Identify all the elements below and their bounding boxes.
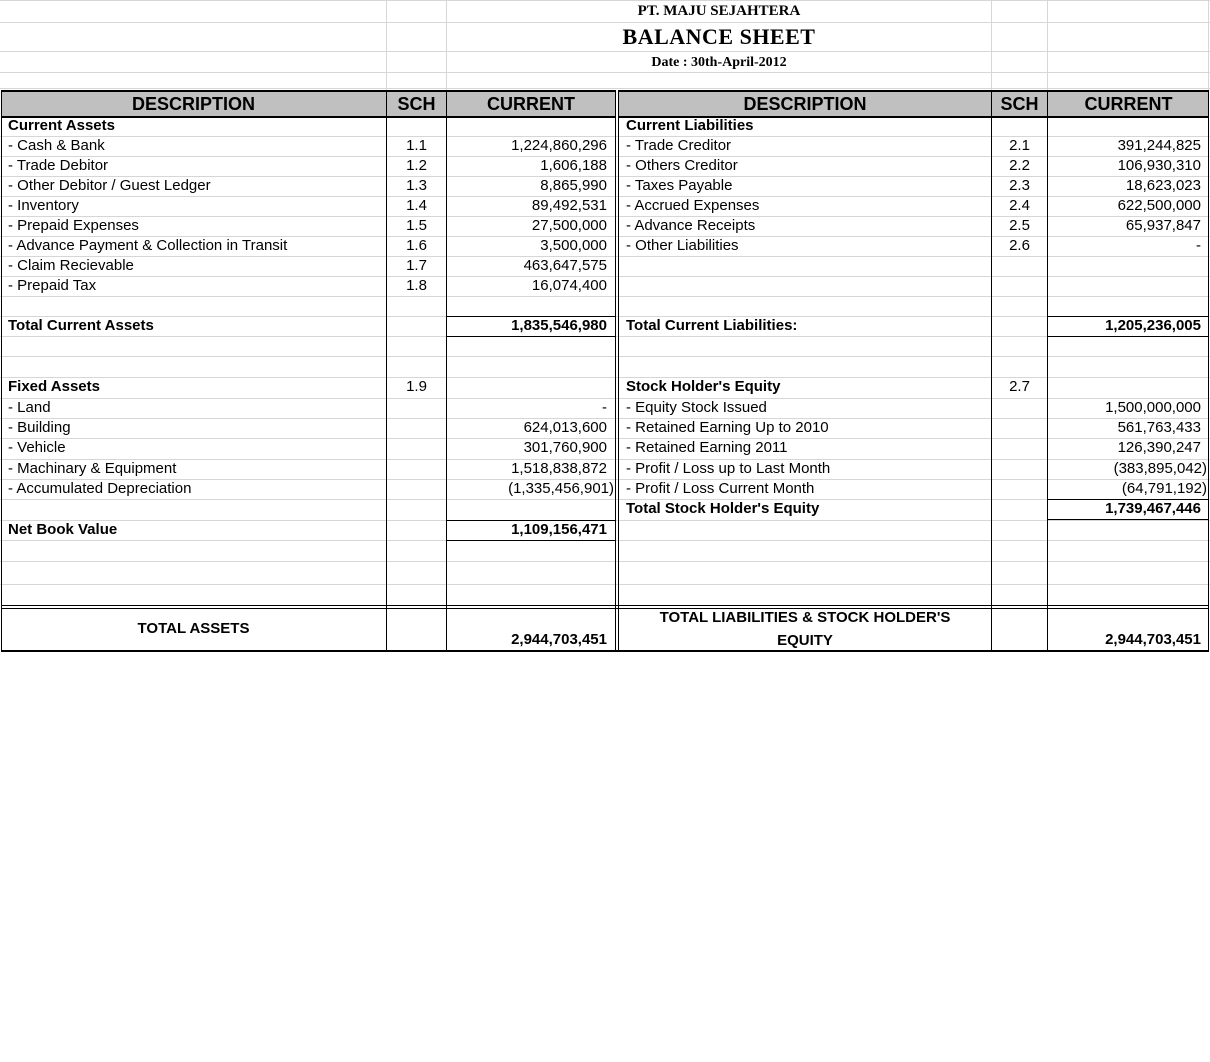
liability-item-value: - xyxy=(1196,237,1201,254)
asset-item-desc: - Inventory xyxy=(8,197,79,214)
asset-item-desc: - Trade Debitor xyxy=(8,157,109,174)
asset-item-value: 1,224,860,296 xyxy=(511,137,607,154)
col-header-sch-right: SCH xyxy=(992,90,1047,118)
asset-item-sch: 1.6 xyxy=(406,237,427,254)
total-current-assets-label: Total Current Assets xyxy=(8,317,154,334)
asset-item-value: 1,606,188 xyxy=(540,157,607,174)
liability-item-value: 18,623,023 xyxy=(1125,177,1201,194)
liability-item-sch: 2.4 xyxy=(1009,197,1030,214)
asset-item-value: 8,865,990 xyxy=(540,177,607,194)
fixed-item-value: 301,760,900 xyxy=(523,439,607,456)
asset-item-desc: - Other Debitor / Guest Ledger xyxy=(8,177,211,194)
asset-item-value: 463,647,575 xyxy=(523,257,607,274)
liability-item-value: 391,244,825 xyxy=(1117,137,1201,154)
net-book-value: 1,109,156,471 xyxy=(511,521,607,538)
total-liabilities-label-line2: EQUITY xyxy=(777,632,833,649)
equity-item-desc: - Profit / Loss Current Month xyxy=(626,480,815,497)
equity-item-value: 561,763,433 xyxy=(1117,419,1201,436)
asset-item-value: 16,074,400 xyxy=(531,277,607,294)
col-header-current-left: CURRENT xyxy=(447,90,615,118)
asset-item-value: 3,500,000 xyxy=(540,237,607,254)
report-date: Date : 30th-April-2012 xyxy=(651,55,787,70)
liability-item-desc: - Trade Creditor xyxy=(626,137,732,154)
col-header-description-right: DESCRIPTION xyxy=(619,90,991,118)
total-equity-label: Total Stock Holder's Equity xyxy=(626,500,820,517)
asset-item-value: 89,492,531 xyxy=(531,197,607,214)
fixed-item-desc: - Vehicle xyxy=(8,439,66,456)
equity-item-value: (383,895,042) xyxy=(1113,460,1207,477)
equity-item-desc: - Profit / Loss up to Last Month xyxy=(626,460,831,477)
asset-item-value: 27,500,000 xyxy=(531,217,607,234)
asset-item-sch: 1.8 xyxy=(406,277,427,294)
equity-item-value: 1,500,000,000 xyxy=(1105,399,1201,416)
fixed-item-value: 1,518,838,872 xyxy=(511,460,607,477)
liability-item-sch: 2.2 xyxy=(1009,157,1030,174)
current-liabilities-heading: Current Liabilities xyxy=(626,117,754,134)
company-name: PT. MAJU SEJAHTERA xyxy=(637,3,801,19)
total-current-assets-value: 1,835,546,980 xyxy=(511,317,607,334)
asset-item-desc: - Prepaid Expenses xyxy=(8,217,139,234)
total-liabilities-value: 2,944,703,451 xyxy=(1105,631,1201,648)
fixed-assets-sch: 1.9 xyxy=(406,378,427,395)
asset-item-sch: 1.5 xyxy=(406,217,427,234)
fixed-assets-heading: Fixed Assets xyxy=(8,378,100,395)
asset-item-sch: 1.2 xyxy=(406,157,427,174)
liability-item-desc: - Advance Receipts xyxy=(626,217,756,234)
asset-item-sch: 1.7 xyxy=(406,257,427,274)
equity-sch: 2.7 xyxy=(1009,378,1030,395)
liability-item-sch: 2.5 xyxy=(1009,217,1030,234)
liability-item-value: 622,500,000 xyxy=(1117,197,1201,214)
liability-item-desc: - Accrued Expenses xyxy=(626,197,760,214)
col-header-current-right: CURRENT xyxy=(1048,90,1209,118)
equity-item-desc: - Equity Stock Issued xyxy=(626,399,767,416)
fixed-item-value: (1,335,456,901) xyxy=(508,480,614,497)
total-liabilities-label-line1: TOTAL LIABILITIES & STOCK HOLDER'S xyxy=(659,609,951,626)
equity-item-value: (64,791,192) xyxy=(1121,480,1207,497)
equity-item-desc: - Retained Earning Up to 2010 xyxy=(626,419,829,436)
report-title: BALANCE SHEET xyxy=(622,24,816,49)
col-header-description-left: DESCRIPTION xyxy=(1,90,386,118)
equity-item-value: 126,390,247 xyxy=(1117,439,1201,456)
liability-item-value: 106,930,310 xyxy=(1117,157,1201,174)
fixed-item-desc: - Building xyxy=(8,419,71,436)
liability-item-desc: - Others Creditor xyxy=(626,157,738,174)
fixed-item-value: - xyxy=(602,399,607,416)
asset-item-desc: - Claim Recievable xyxy=(8,257,134,274)
asset-item-desc: - Cash & Bank xyxy=(8,137,105,154)
liability-item-desc: - Taxes Payable xyxy=(626,177,733,194)
net-book-value-label: Net Book Value xyxy=(8,521,118,538)
asset-item-desc: - Prepaid Tax xyxy=(8,277,97,294)
current-assets-heading: Current Assets xyxy=(8,117,115,134)
asset-item-sch: 1.4 xyxy=(406,197,427,214)
asset-item-desc: - Advance Payment & Collection in Transit xyxy=(8,237,288,254)
asset-item-sch: 1.3 xyxy=(406,177,427,194)
fixed-item-desc: - Machinary & Equipment xyxy=(8,460,177,477)
fixed-item-desc: - Land xyxy=(8,399,51,416)
equity-item-desc: - Retained Earning 2011 xyxy=(626,439,788,456)
total-equity-value: 1,739,467,446 xyxy=(1105,500,1201,517)
total-current-liabilities-value: 1,205,236,005 xyxy=(1105,317,1201,334)
col-header-sch-left: SCH xyxy=(387,90,446,118)
asset-item-sch: 1.1 xyxy=(406,137,427,154)
liability-item-sch: 2.3 xyxy=(1009,177,1030,194)
liability-item-value: 65,937,847 xyxy=(1125,217,1201,234)
fixed-item-desc: - Accumulated Depreciation xyxy=(8,480,192,497)
liability-item-desc: - Other Liabilities xyxy=(626,237,739,254)
liability-item-sch: 2.1 xyxy=(1009,137,1030,154)
total-assets-label: TOTAL ASSETS xyxy=(137,620,250,637)
fixed-item-value: 624,013,600 xyxy=(523,419,607,436)
liability-item-sch: 2.6 xyxy=(1009,237,1030,254)
total-assets-value: 2,944,703,451 xyxy=(511,631,607,648)
total-current-liabilities-label: Total Current Liabilities: xyxy=(626,317,798,334)
equity-heading: Stock Holder's Equity xyxy=(626,378,781,395)
